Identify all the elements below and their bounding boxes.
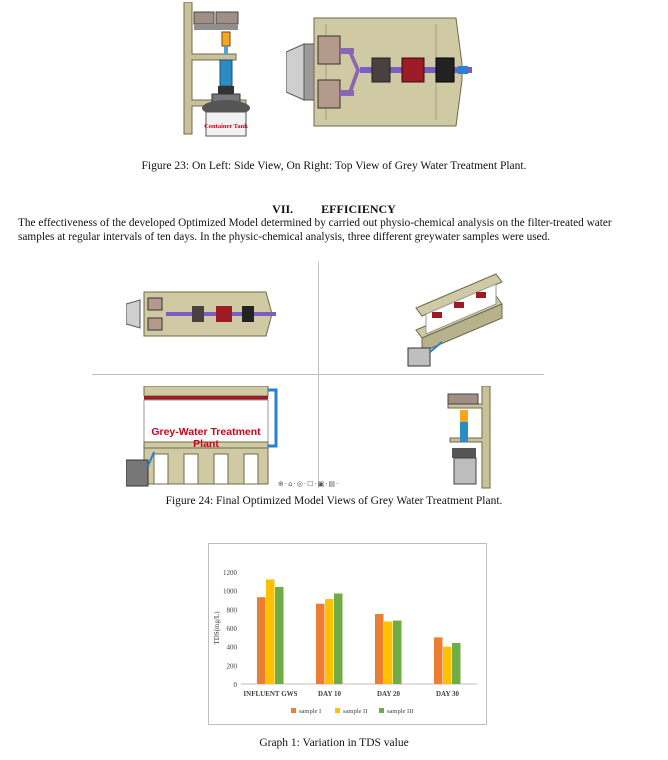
y-tick-label: 800 xyxy=(226,606,237,615)
section-body: The effectiveness of the developed Optimized Model determined by carried out physio-chemical analysis on the filter-treated water samples at regular intervals of ten days. In the physic-chemical analysis, three different greywater samples were used. xyxy=(18,217,612,243)
y-tick-label: 1000 xyxy=(223,587,237,596)
model-banner-text: Grey-Water Treatment Plant xyxy=(151,426,261,450)
viewer-toolbar[interactable]: ⊕·⌂·◎·☐·▣·▤· xyxy=(278,480,340,488)
bar xyxy=(443,647,452,684)
y-tick-label: 0 xyxy=(233,681,237,689)
bar xyxy=(266,579,275,684)
bar xyxy=(325,599,334,684)
y-axis-label: TDS(mg/L) xyxy=(213,611,221,645)
bar xyxy=(393,621,402,684)
x-tick-label: INFLUENT GWS xyxy=(243,690,298,698)
legend-label: sample II xyxy=(343,708,368,715)
section-heading xyxy=(0,202,668,217)
section-number: VII. xyxy=(272,202,294,216)
model-isometric-view xyxy=(402,268,512,370)
view-divider-horizontal xyxy=(92,374,544,375)
y-tick-label: 200 xyxy=(226,662,237,671)
legend-swatch xyxy=(379,708,384,713)
figure-23 xyxy=(0,0,668,172)
tds-chart-svg xyxy=(209,544,486,724)
bar xyxy=(384,621,393,684)
legend-swatch xyxy=(335,708,340,713)
x-tick-label: DAY 30 xyxy=(435,690,460,698)
bar xyxy=(275,587,284,684)
graph-1-caption: Graph 1: Variation in TDS value xyxy=(259,737,409,749)
section-title: EFFICIENCY xyxy=(321,202,396,216)
legend-label: sample III xyxy=(387,708,414,715)
top-view-image xyxy=(286,14,472,132)
figure-23-caption: Figure 23: On Left: Side View, On Right: Top View of Grey Water Treatment Plant. xyxy=(141,160,527,172)
container-tank-label: Container Tank xyxy=(204,123,248,130)
y-tick-label: 1200 xyxy=(223,569,237,577)
legend-swatch xyxy=(291,708,296,713)
model-side-view xyxy=(442,386,502,490)
x-tick-label: DAY 10 xyxy=(317,690,342,698)
bar xyxy=(334,593,343,684)
y-tick-label: 600 xyxy=(226,625,237,633)
y-tick-label: 400 xyxy=(226,643,237,652)
bar xyxy=(316,604,325,684)
figure-24 xyxy=(92,262,544,490)
bar xyxy=(375,614,384,684)
side-view-image xyxy=(176,2,274,138)
view-divider-vertical xyxy=(318,262,319,488)
bar xyxy=(452,643,461,684)
figure-24-caption: Figure 24: Final Optimized Model Views of Grey Water Treatment Plant. xyxy=(165,495,503,507)
bar xyxy=(434,637,443,684)
x-tick-label: DAY 20 xyxy=(376,690,401,698)
model-top-view xyxy=(126,290,278,338)
legend-label: sample I xyxy=(299,708,322,715)
bar xyxy=(257,597,266,684)
tds-chart xyxy=(208,543,487,725)
